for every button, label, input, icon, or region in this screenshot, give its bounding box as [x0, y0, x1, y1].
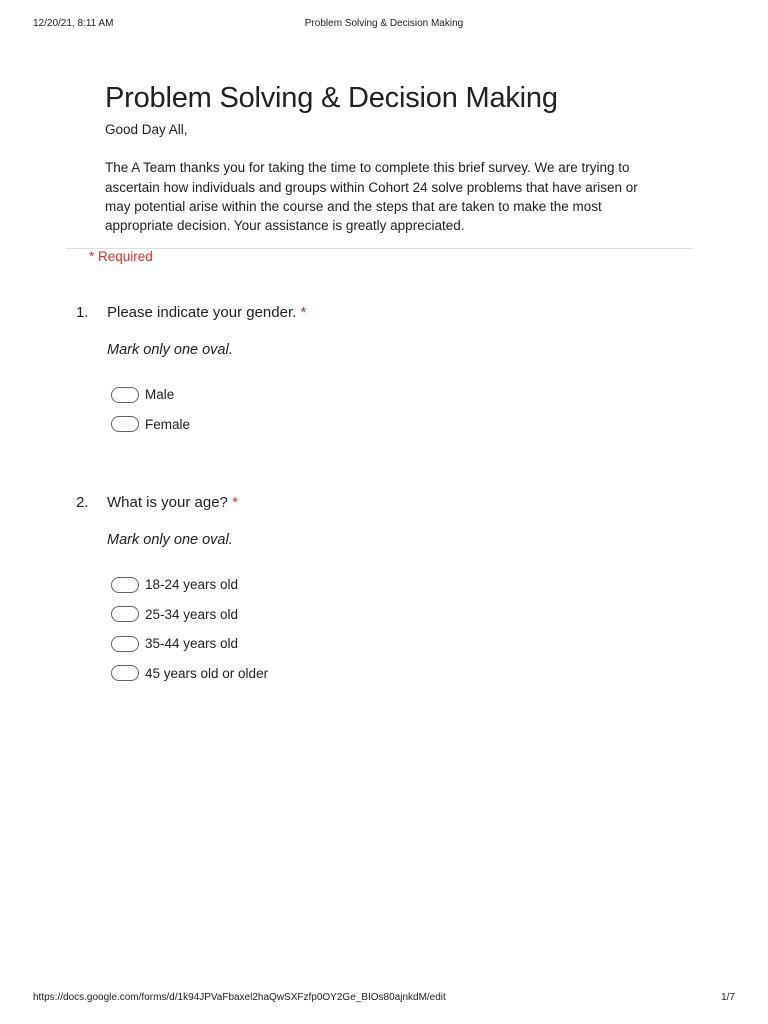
- option-list: [111, 380, 676, 439]
- question-age: [76, 493, 676, 688]
- question-hint: Mark only one oval.: [107, 532, 233, 548]
- question-number: 2.: [76, 494, 89, 511]
- question-text: [107, 303, 306, 323]
- required-asterisk: *: [232, 494, 238, 511]
- option-female[interactable]: [111, 410, 676, 440]
- option-list: [111, 570, 676, 688]
- option-25-34[interactable]: [111, 600, 676, 630]
- option-label: 25-34 years old: [145, 606, 239, 622]
- option-label: 45 years old or older: [145, 665, 269, 681]
- print-url: https://docs.google.com/forms/d/1k94JPVaFbaxel2haQwSXFzfp0OY2Ge_BIOs80ajnkdM/edit: [33, 992, 446, 1003]
- page-number: 1/7: [721, 992, 735, 1003]
- form-description: [105, 120, 665, 235]
- question-hint: Mark only one oval.: [107, 342, 233, 358]
- required-asterisk: *: [300, 304, 307, 321]
- question-label: What is your age?: [107, 494, 228, 511]
- question-gender: [76, 303, 676, 439]
- radio-oval[interactable]: [111, 636, 139, 652]
- option-label: Male: [145, 387, 175, 403]
- form-greeting: Good Day All,: [105, 122, 188, 137]
- print-datetime: 12/20/21, 8:11 AM: [33, 18, 114, 29]
- form-description-text: The A Team thanks you for taking the time to complete this brief survey. We are trying to ascertain how individuals and groups within Cohort 24 solve problems that have arisen or may potential arise within the course and the steps that are taken to make the most appropriate decision. Your assistance is greatly appreciated.: [105, 160, 638, 234]
- form-title: Problem Solving & Decision Making: [105, 82, 558, 114]
- radio-oval[interactable]: [111, 577, 139, 593]
- radio-oval[interactable]: [111, 665, 139, 681]
- option-label: Female: [145, 416, 191, 432]
- option-male[interactable]: [111, 380, 676, 410]
- radio-oval[interactable]: [111, 387, 139, 403]
- header-divider: [66, 248, 693, 249]
- radio-oval[interactable]: [111, 606, 139, 622]
- question-label: Please indicate your gender.: [107, 304, 297, 321]
- print-header: [33, 18, 735, 32]
- option-35-44[interactable]: [111, 629, 676, 659]
- print-footer: [33, 992, 735, 1006]
- option-label: 35-44 years old: [145, 636, 239, 652]
- option-18-24[interactable]: [111, 570, 676, 600]
- print-doc-title: Problem Solving & Decision Making: [304, 18, 464, 29]
- required-note: * Required: [89, 249, 153, 264]
- question-text: [107, 493, 238, 513]
- option-label: 18-24 years old: [145, 577, 239, 593]
- question-title: [76, 493, 676, 513]
- option-45-plus[interactable]: [111, 659, 676, 689]
- question-title: [76, 303, 676, 323]
- question-number: 1.: [76, 304, 89, 321]
- form-header: [105, 80, 665, 235]
- radio-oval[interactable]: [111, 416, 139, 432]
